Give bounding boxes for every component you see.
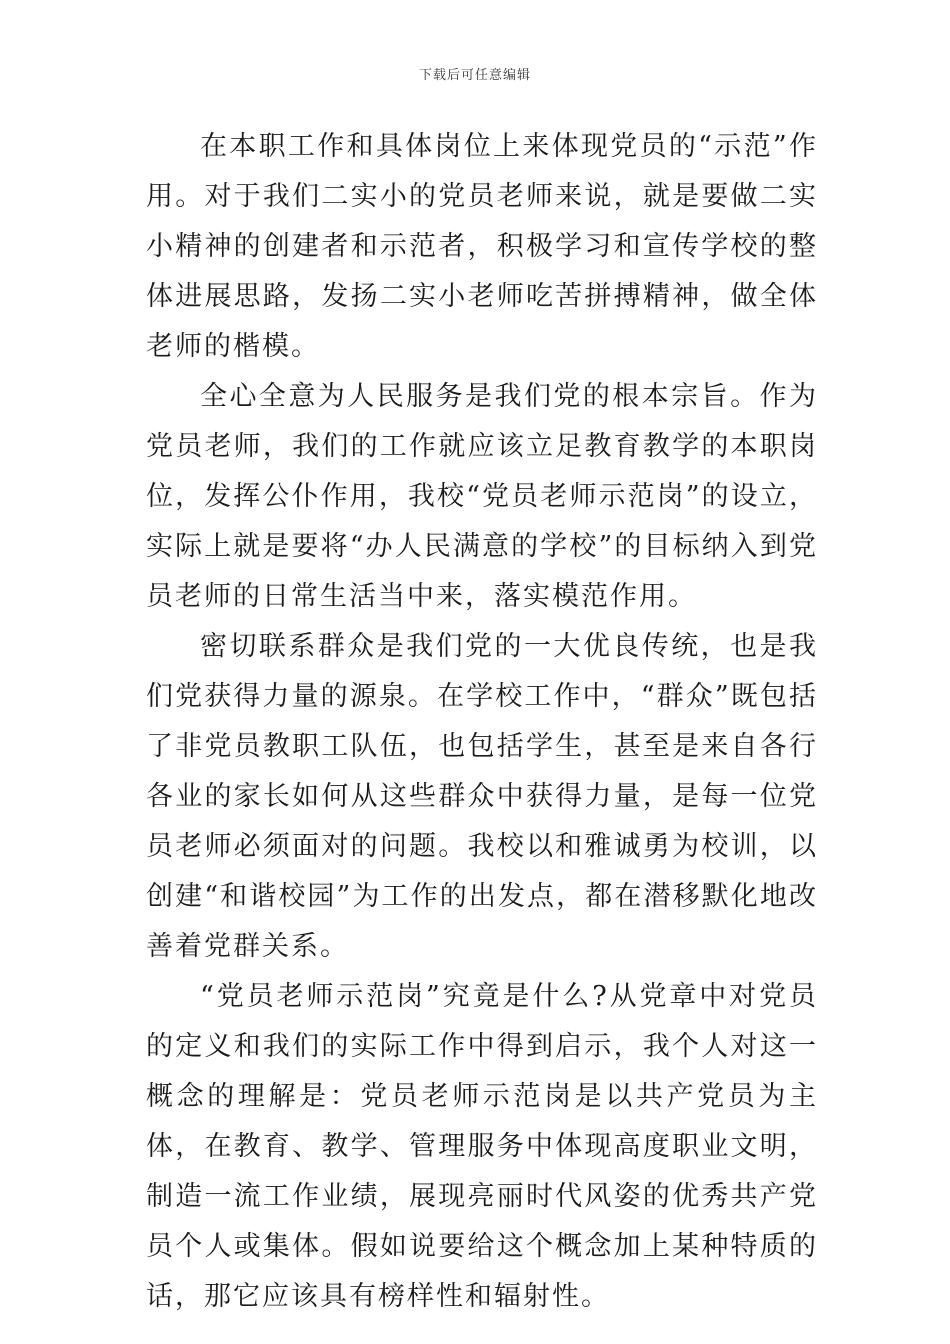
paragraph: 在本职工作和具体岗位上来体现党员的“示范”作用。对于我们二实小的党员老师来说，就是要做二实小精神的创建者和示范者，积极学习和宣传学校的整体进展思路，发扬二实小老师吃苦拼搏精神，做全体老师的楷模。 (146, 131, 818, 362)
page-header: 下载后可任意编辑 (418, 68, 531, 83)
paragraph: “党员老师示范岗”究竟是什么?从党章中对党员的定义和我们的实际工作中得到启示，我个人对这一概念的理解是：党员老师示范岗是以共产党员为主体，在教育、教学、管理服务中体现高度职业文明，制造一流工作业绩，展现亮丽时代风姿的优秀共产党员个人或集体。假如说要给这个概念加上某种特质的话，那它应该具有榜样性和辐射性。 (146, 981, 818, 1312)
paragraph: 全心全意为人民服务是我们党的根本宗旨。作为党员老师，我们的工作就应该立足教育教学的本职岗位，发挥公仆作用，我校“党员老师示范岗”的设立，实际上就是要将“办人民满意的学校”的目标纳入到党员老师的日常生活当中来，落实模范作用。 (146, 381, 818, 612)
document-body (146, 122, 818, 1322)
paragraph: 密切联系群众是我们党的一大优良传统，也是我们党获得力量的源泉。在学校工作中，“群众”既包括了非党员教职工队伍，也包括学生，甚至是来自各行各业的家长如何从这些群众中获得力量，是每一位党员老师必须面对的问题。我校以和雅诚勇为校训，以创建“和谐校园”为工作的出发点，都在潜移默化地改善着党群关系。 (146, 631, 818, 962)
